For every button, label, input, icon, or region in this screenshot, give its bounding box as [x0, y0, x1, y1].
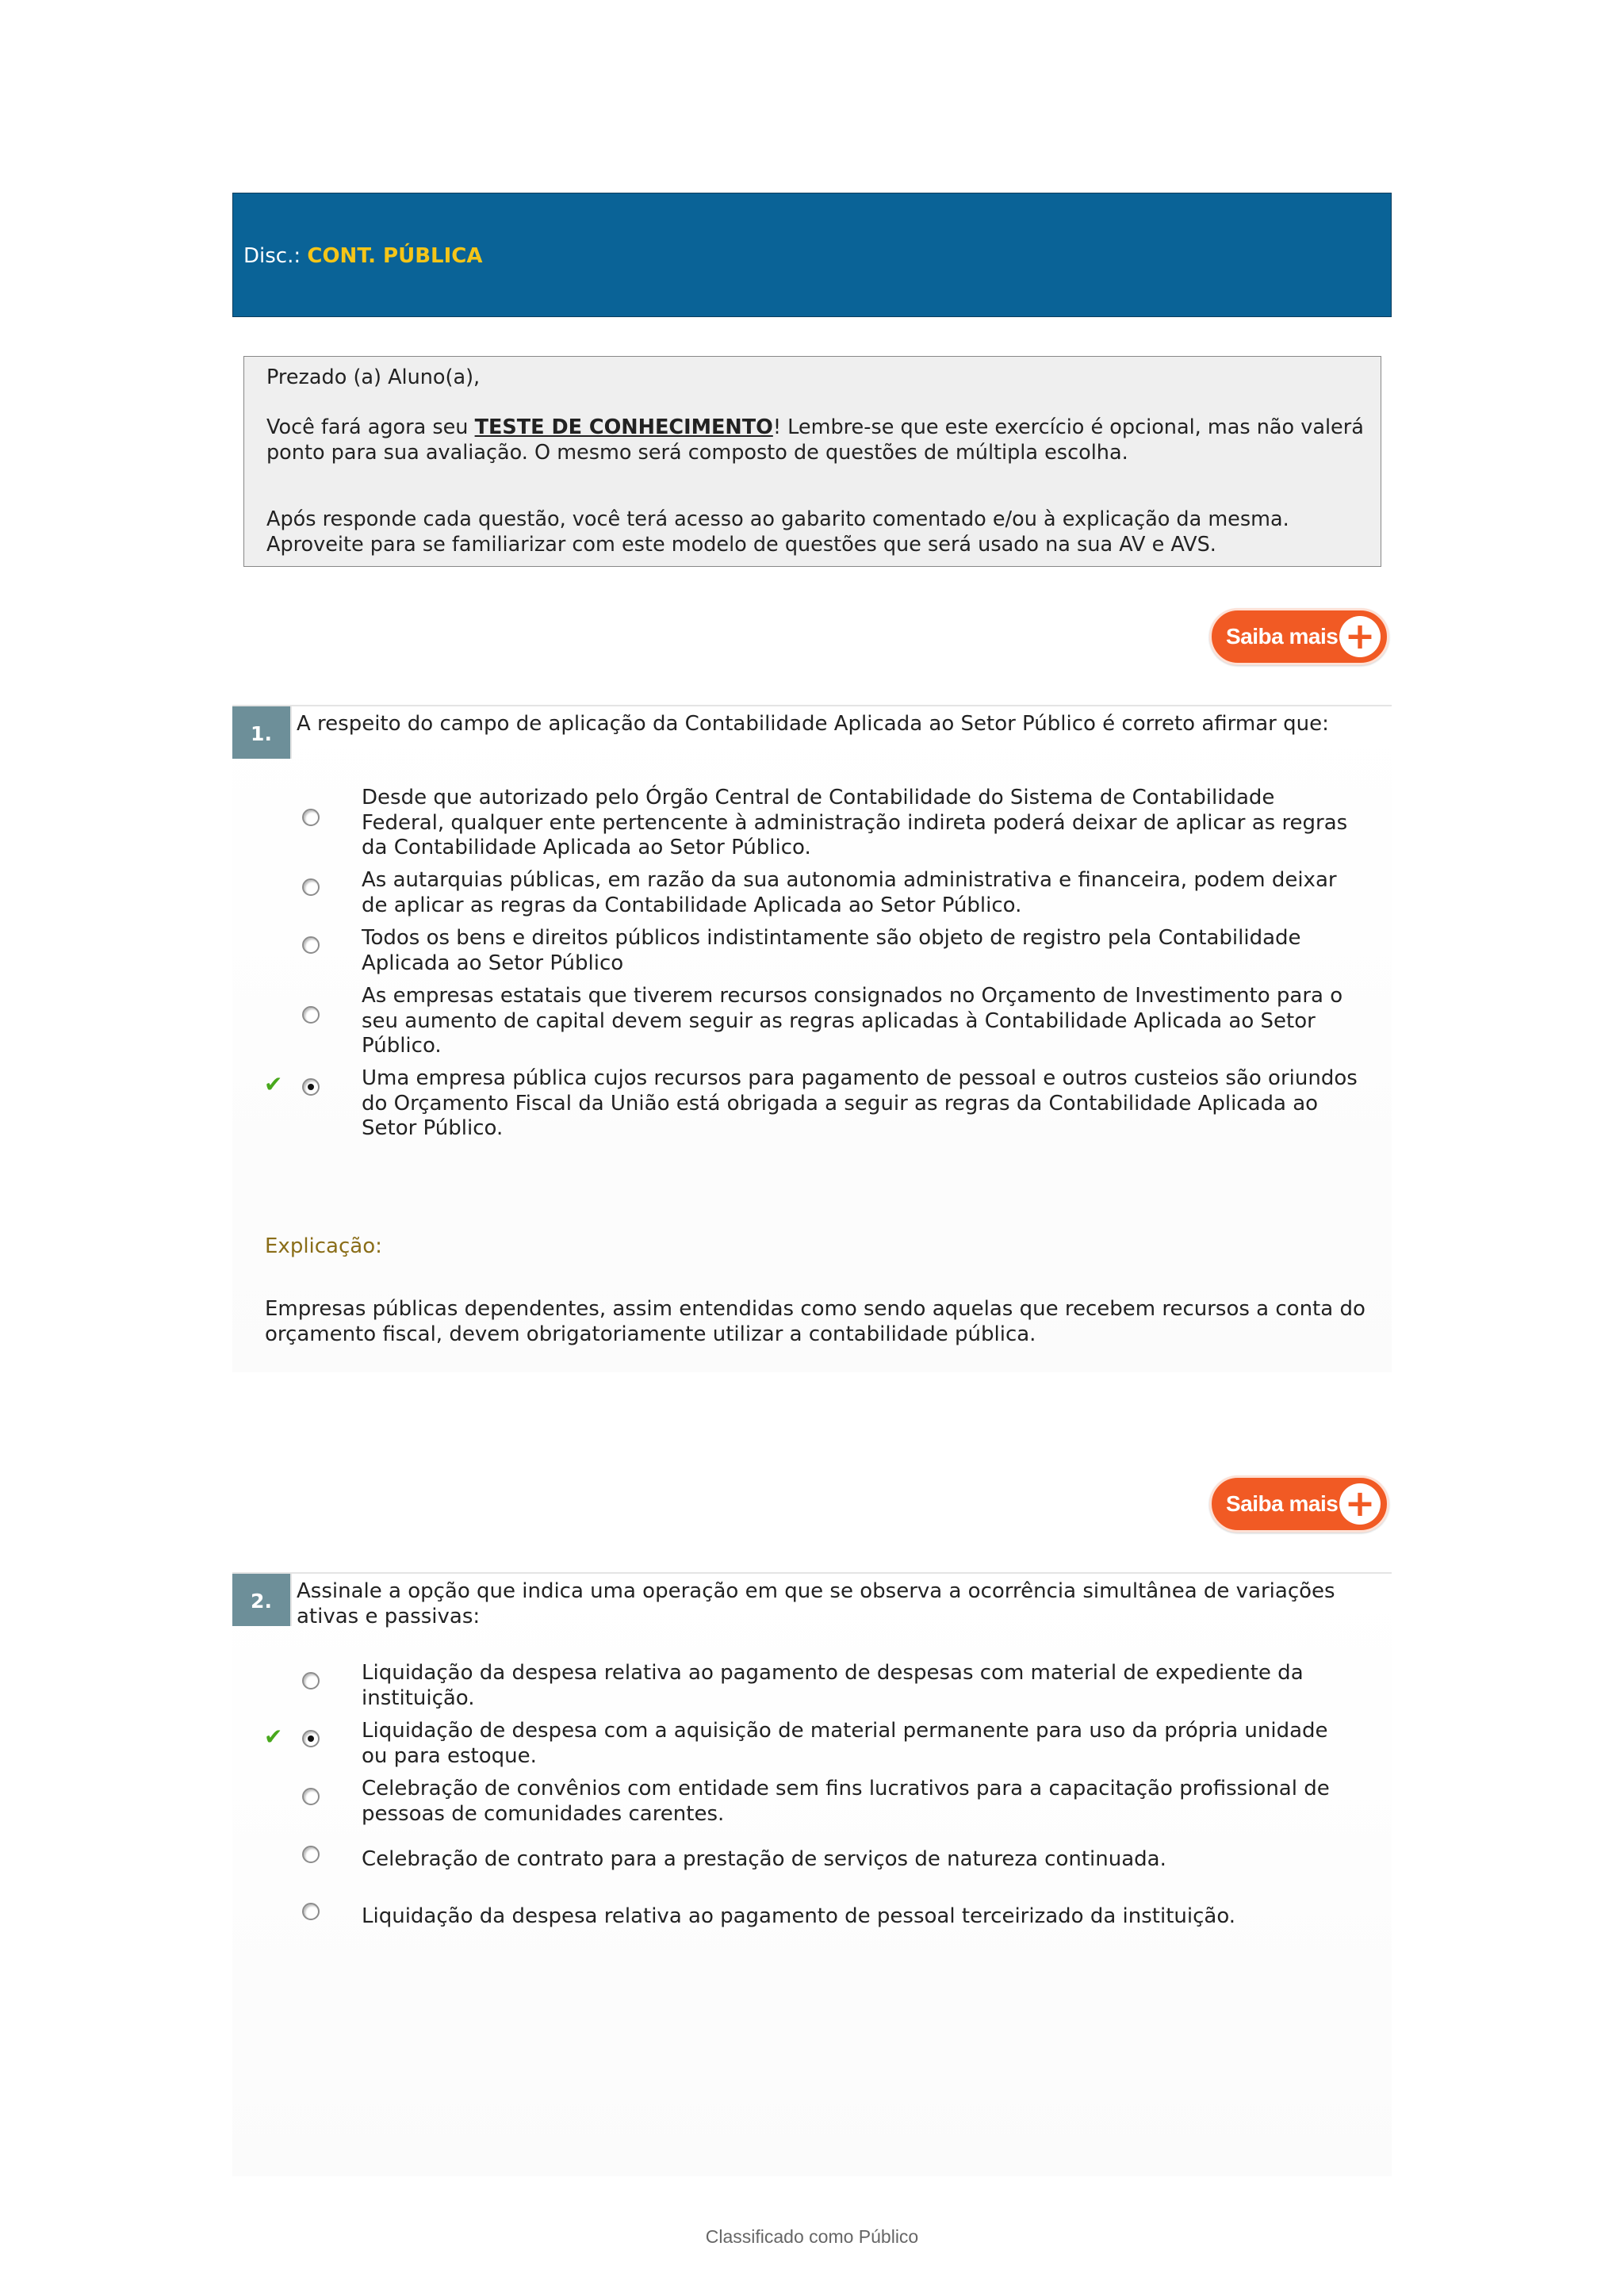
- option-text: Celebração de convênios com entidade sem fins lucrativos para a capacitação profissional de pessoas de comunidades carentes.: [362, 1777, 1330, 1826]
- course-header: [232, 193, 1392, 317]
- option-text: Liquidação da despesa relativa ao pagamento de pessoal terceirizado da instituição.: [362, 1904, 1236, 1928]
- option-text: Liquidação de despesa com a aquisição de material permanente para uso da própria unidade ou para estoque.: [362, 1719, 1328, 1768]
- saiba-mais-button-2[interactable]: [1209, 1475, 1389, 1533]
- question-1: [232, 705, 1392, 1372]
- option-text: Uma empresa pública cujos recursos para pagamento de pessoal e outros custeios são oriundos do Orçamento Fiscal da União está obrigada a seguir as regras da Contabilidade Aplicada ao Setor Público.: [362, 1066, 1358, 1140]
- discipline-name: CONT. PÚBLICA: [307, 244, 483, 268]
- instructions-box: [243, 356, 1381, 567]
- radio-button[interactable]: [302, 1006, 320, 1024]
- explanation-label: Explicação:: [265, 1234, 382, 1258]
- radio-button[interactable]: [302, 1788, 320, 1805]
- saiba-mais-label: Saiba mais: [1226, 624, 1339, 649]
- radio-button[interactable]: [302, 1846, 320, 1863]
- option-text: Liquidação da despesa relativa ao pagamento de despesas com material de expediente da instituição.: [362, 1661, 1304, 1710]
- radio-button[interactable]: [302, 936, 320, 954]
- radio-button[interactable]: [302, 878, 320, 896]
- notice-paragraph-1: Você fará agora seu TESTE DE CONHECIMENTO! Lembre-se que este exercício é opcional, mas não valerá ponto para sua avaliação. O mesmo será composto de questões de múltipla escolha.: [266, 415, 1364, 465]
- correct-check-icon: ✔: [264, 1724, 283, 1750]
- correct-check-icon: ✔: [264, 1071, 283, 1097]
- radio-button-selected[interactable]: [302, 1078, 320, 1096]
- test-keyword: TESTE DE CONHECIMENTO: [474, 415, 773, 439]
- discipline-label: Disc.:: [243, 244, 301, 268]
- radio-button[interactable]: [302, 1672, 320, 1689]
- explanation-text: Empresas públicas dependentes, assim entendidas como sendo aquelas que recebem recursos a conta do orçamento fiscal, devem obrigatoriamente utilizar a contabilidade pública.: [265, 1297, 1365, 1346]
- radio-button-selected[interactable]: [302, 1730, 320, 1747]
- plus-icon: +: [1339, 1483, 1381, 1525]
- notice-greeting: Prezado (a) Aluno(a),: [266, 365, 481, 389]
- notice-paragraph-2: Após responde cada questão, você terá acesso ao gabarito comentado e/ou à explicação da mesma. Aproveite para se familiarizar com este modelo de questões que será usado na sua AV e AVS.: [266, 507, 1289, 557]
- question-2: [232, 1572, 1392, 2176]
- question-number: 1.: [232, 706, 292, 759]
- option-text: Todos os bens e direitos públicos indistintamente são objeto de registro pela Contabilidade Aplicada ao Setor Público: [362, 926, 1301, 975]
- question-text: A respeito do campo de aplicação da Contabilidade Aplicada ao Setor Público é correto afirmar que:: [297, 712, 1329, 736]
- option-text: As autarquias públicas, em razão da sua autonomia administrativa e financeira, podem deixar de aplicar as regras da Contabilidade Aplicada ao Setor Público.: [362, 868, 1337, 917]
- option-text: Celebração de contrato para a prestação de serviços de natureza continuada.: [362, 1847, 1166, 1871]
- plus-icon: +: [1339, 616, 1381, 657]
- classification-footer: Classificado como Público: [705, 2226, 919, 2247]
- saiba-mais-label: Saiba mais: [1226, 1491, 1339, 1516]
- option-text: As empresas estatais que tiverem recursos consignados no Orçamento de Investimento para o seu aumento de capital devem seguir as regras aplicadas à Contabilidade Aplicada ao Setor Público.: [362, 984, 1343, 1058]
- question-text: Assinale a opção que indica uma operação em que se observa a ocorrência simultânea de variações ativas e passivas:: [297, 1579, 1335, 1628]
- option-text: Desde que autorizado pelo Órgão Central de Contabilidade do Sistema de Contabilidade Federal, qualquer ente pertencente à administração indireta poderá deixar de aplicar as regras da Contabilidade Aplicada ao Setor Público.: [362, 786, 1348, 859]
- radio-button[interactable]: [302, 809, 320, 826]
- radio-button[interactable]: [302, 1903, 320, 1920]
- saiba-mais-button-1[interactable]: [1209, 608, 1389, 665]
- discipline-line: [243, 244, 482, 268]
- question-number: 2.: [232, 1574, 292, 1626]
